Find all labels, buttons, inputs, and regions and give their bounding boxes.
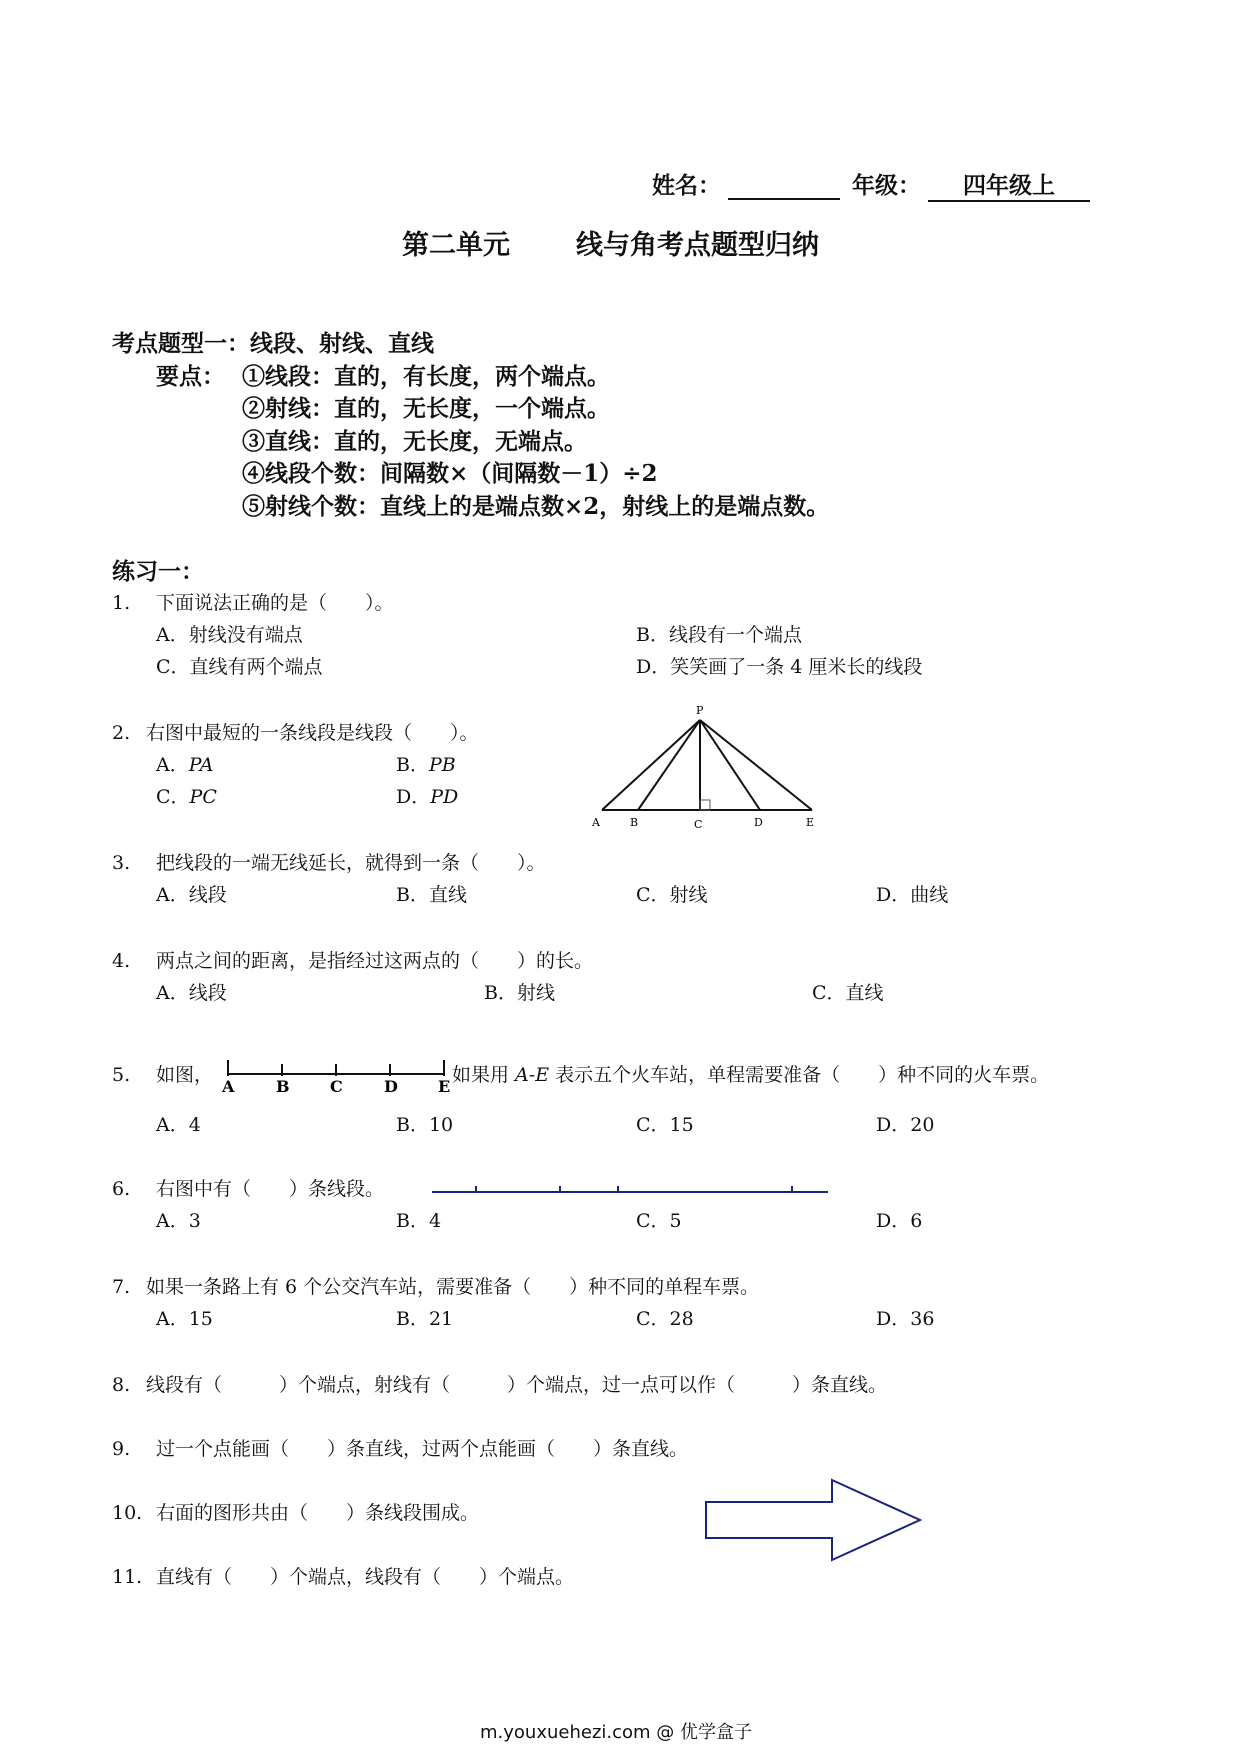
q2-number: 2.	[112, 722, 131, 744]
q3-number: 3.	[112, 852, 131, 874]
q4-option-a[interactable]: A．线段	[156, 982, 227, 1004]
q11-number: 11.	[112, 1566, 143, 1588]
label-b: B	[630, 816, 639, 829]
q6-option-c[interactable]: C．5	[636, 1210, 682, 1232]
q5-text-after-2: 表示五个火车站，单程需要准备（ ）种不同的火车票。	[549, 1064, 1050, 1086]
right-angle-marker	[700, 800, 710, 810]
label-p: P	[696, 704, 704, 717]
grade-label: 年级：	[852, 172, 921, 199]
q2-option-b-value: PB	[428, 754, 456, 776]
q6-number: 6.	[112, 1178, 131, 1200]
q4-number: 4.	[112, 950, 131, 972]
station-label-c: C	[330, 1077, 343, 1096]
station-label-e: E	[438, 1077, 451, 1096]
q2-option-d[interactable]	[396, 786, 458, 809]
segment-pa	[602, 720, 700, 810]
q2-option-a[interactable]	[156, 754, 214, 777]
q3-option-d[interactable]: D．曲线	[876, 884, 949, 906]
q6-option-a[interactable]: A．3	[156, 1210, 201, 1232]
q6-text: 右图中有（ ）条线段。	[156, 1178, 385, 1200]
q8-text: 线段有（ ）个端点，射线有（ ）个端点，过一点可以作（ ）条直线。	[146, 1374, 888, 1396]
keypoint-5: ⑤射线个数：直线上的是端点数×2，射线上的是端点数。	[242, 493, 830, 520]
q11-text: 直线有（ ）个端点，线段有（ ）个端点。	[156, 1566, 575, 1588]
q7-option-a[interactable]: A．15	[156, 1308, 213, 1330]
q7-option-b[interactable]: B．21	[396, 1308, 454, 1330]
q7-text: 如果一条路上有 6 个公交汽车站，需要准备（ ）种不同的单程车票。	[146, 1276, 760, 1298]
q5-option-b[interactable]: B．10	[396, 1114, 454, 1136]
q1-number: 1.	[112, 592, 131, 614]
q10-text: 右面的图形共由（ ）条线段围成。	[156, 1502, 480, 1524]
q5-variable: A-E	[515, 1064, 550, 1086]
q5-option-c[interactable]: C．15	[636, 1114, 694, 1136]
q2-option-b[interactable]	[396, 754, 456, 777]
label-d: D	[754, 816, 763, 829]
label-c: C	[694, 818, 703, 831]
label-a: A	[592, 816, 600, 829]
q10-arrow-figure	[704, 1478, 924, 1568]
name-label: 姓名：	[652, 172, 721, 199]
q5-text-before: 如图，	[156, 1064, 214, 1086]
grade-value: 四年级上	[928, 172, 1090, 202]
keypoint-4: ④线段个数：间隔数×（间隔数－1）÷2	[242, 460, 658, 487]
station-label-a: A	[222, 1077, 235, 1096]
q2-option-b-letter: B．	[396, 754, 429, 776]
q5-text-after-1: 如果用	[452, 1064, 516, 1086]
practice-heading: 练习一：	[112, 558, 204, 585]
segment-pe	[700, 720, 812, 810]
q7-number: 7.	[112, 1276, 131, 1298]
q8-number: 8.	[112, 1374, 131, 1396]
keypoint-1: ①线段：直的，有长度，两个端点。	[242, 363, 610, 390]
label-e: E	[806, 816, 815, 829]
q1-option-c[interactable]: C．直线有两个端点	[156, 656, 323, 678]
grade-field	[928, 172, 1090, 202]
q1-text: 下面说法正确的是（ ）。	[156, 592, 394, 614]
station-label-b: B	[276, 1077, 290, 1096]
q5-number: 5.	[112, 1064, 131, 1086]
q5-option-a[interactable]: A．4	[156, 1114, 201, 1136]
q5-text-after	[452, 1064, 1049, 1087]
q2-option-a-value: PA	[188, 754, 214, 776]
station-label-d: D	[384, 1077, 398, 1096]
q4-text: 两点之间的距离，是指经过这两点的（ ）的长。	[156, 950, 594, 972]
q2-option-c-value: PC	[189, 786, 217, 808]
unit-title: 第二单元	[402, 230, 510, 261]
name-field[interactable]	[728, 176, 840, 206]
keypoint-2: ②射线：直的，无长度，一个端点。	[242, 395, 610, 422]
q3-option-a[interactable]: A．线段	[156, 884, 227, 906]
q2-triangle-figure	[590, 704, 830, 834]
q6-option-d[interactable]: D．6	[876, 1210, 923, 1232]
q2-option-d-letter: D．	[396, 786, 431, 808]
q4-option-c[interactable]: C．直线	[812, 982, 884, 1004]
keypoints-label: 要点：	[156, 363, 225, 390]
keypoint-3: ③直线：直的，无长度，无端点。	[242, 428, 587, 455]
q3-option-b[interactable]: B．直线	[396, 884, 467, 906]
q2-option-a-letter: A．	[156, 754, 189, 776]
q6-segment-figure	[430, 1182, 830, 1196]
q7-option-d[interactable]: D．36	[876, 1308, 935, 1330]
q2-option-d-value: PD	[430, 786, 459, 808]
segment-pd	[700, 720, 760, 810]
q3-option-c[interactable]: C．射线	[636, 884, 708, 906]
q6-option-b[interactable]: B．4	[396, 1210, 442, 1232]
q3-text: 把线段的一端无线延长，就得到一条（ ）。	[156, 852, 546, 874]
q2-text: 右图中最短的一条线段是线段（ ）。	[146, 722, 479, 744]
section-heading: 考点题型一：线段、射线、直线	[112, 330, 434, 357]
q1-option-a[interactable]: A．射线没有端点	[156, 624, 303, 646]
footer-watermark: m.youxuehezi.com @ 优学盒子	[480, 1722, 753, 1743]
name-value	[728, 176, 840, 200]
q5-option-d[interactable]: D．20	[876, 1114, 935, 1136]
q4-option-b[interactable]: B．射线	[484, 982, 555, 1004]
q7-option-c[interactable]: C．28	[636, 1308, 694, 1330]
q1-option-b[interactable]: B．线段有一个端点	[636, 624, 802, 646]
q1-option-d[interactable]: D．笑笑画了一条 4 厘米长的线段	[636, 656, 923, 678]
q2-option-c[interactable]	[156, 786, 217, 809]
topic-title: 线与角考点题型归纳	[576, 230, 819, 261]
q2-option-c-letter: C．	[156, 786, 190, 808]
segment-pb	[638, 720, 700, 810]
q5-station-line	[220, 1058, 452, 1098]
q9-text: 过一个点能画（ ）条直线，过两个点能画（ ）条直线。	[156, 1438, 689, 1460]
q9-number: 9.	[112, 1438, 131, 1460]
arrow-shape	[706, 1480, 920, 1560]
q10-number: 10.	[112, 1502, 143, 1524]
